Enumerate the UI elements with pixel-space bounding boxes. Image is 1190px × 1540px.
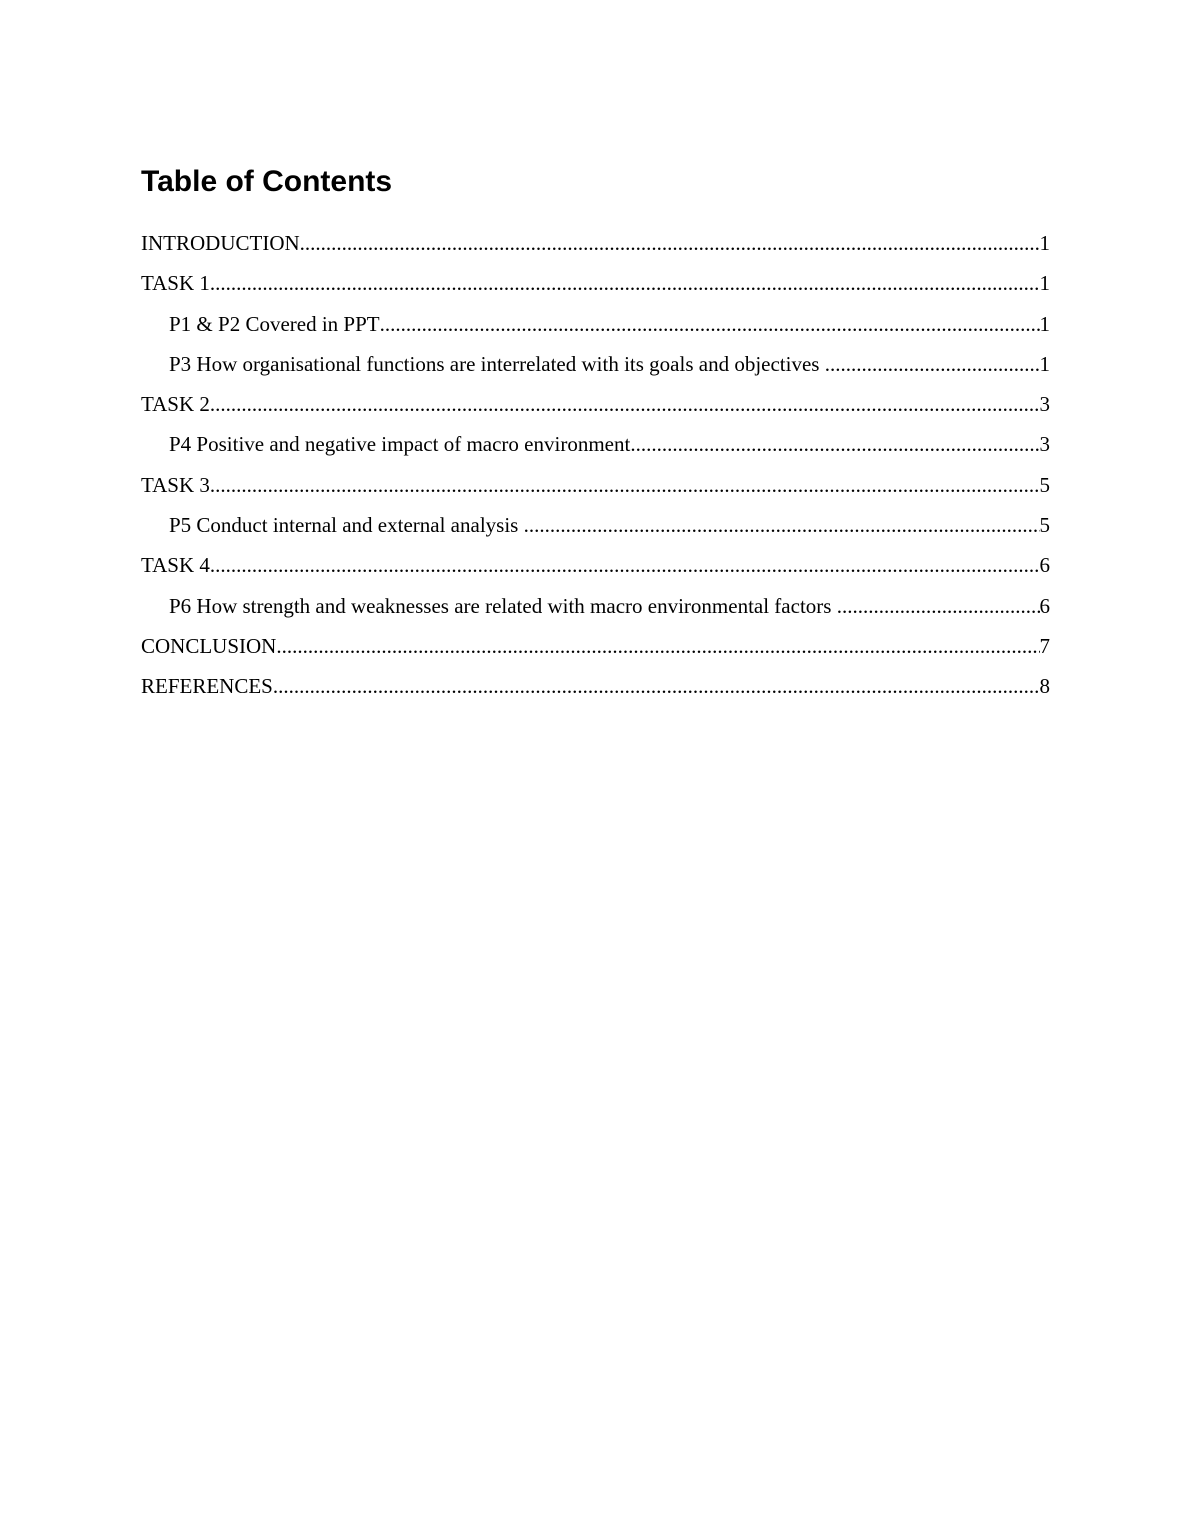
- toc-list: [141, 231, 1050, 715]
- toc-entry-introduction[interactable]: [141, 231, 1050, 271]
- toc-entry-label: P5 Conduct internal and external analysis: [169, 513, 524, 538]
- toc-entry-label: TASK 1: [141, 271, 210, 296]
- toc-entry-task-4[interactable]: [141, 553, 1050, 593]
- toc-entry-label: TASK 2: [141, 392, 210, 417]
- toc-heading: Table of Contents: [141, 165, 393, 198]
- toc-entry-task-1[interactable]: [141, 271, 1050, 311]
- toc-dot-leader: [380, 312, 1040, 336]
- toc-entry-label: INTRODUCTION: [141, 231, 300, 255]
- toc-dot-leader: [273, 674, 1040, 698]
- toc-entry-label: P4 Positive and negative impact of macro environment: [169, 432, 631, 457]
- toc-page-number: 7: [1039, 633, 1050, 658]
- toc-entry-p1-p2[interactable]: [141, 312, 1050, 352]
- toc-entry-p5[interactable]: [141, 513, 1050, 553]
- toc-page-number: 5: [1039, 472, 1050, 497]
- toc-page-number: 1: [1039, 231, 1050, 255]
- toc-page-number: 1: [1039, 311, 1050, 336]
- toc-dot-leader: [825, 352, 1040, 376]
- toc-page-number: 1: [1039, 271, 1050, 296]
- toc-entry-task-3[interactable]: [141, 473, 1050, 513]
- toc-dot-leader: [300, 231, 1040, 255]
- toc-dot-leader: [630, 432, 1039, 456]
- toc-entry-conclusion[interactable]: [141, 634, 1050, 674]
- toc-entry-label: P6 How strength and weaknesses are related with macro environmental factors: [169, 593, 837, 618]
- toc-entry-references[interactable]: [141, 674, 1050, 714]
- toc-entry-p4[interactable]: [141, 432, 1050, 472]
- toc-entry-label: TASK 4: [141, 553, 210, 578]
- toc-entry-label: REFERENCES: [141, 674, 273, 699]
- toc-dot-leader: [210, 473, 1040, 497]
- toc-dot-leader: [210, 553, 1040, 577]
- toc-dot-leader: [210, 271, 1040, 295]
- toc-page-number: 5: [1039, 513, 1050, 538]
- toc-entry-label: TASK 3: [141, 472, 210, 497]
- toc-dot-leader: [276, 634, 1039, 658]
- toc-dot-leader: [837, 594, 1040, 618]
- toc-page-number: 6: [1039, 593, 1050, 618]
- toc-page-number: 3: [1039, 432, 1050, 457]
- table-of-contents: [141, 160, 1050, 715]
- toc-entry-label: CONCLUSION: [141, 633, 277, 658]
- toc-entry-label: P1 & P2 Covered in PPT: [169, 311, 380, 336]
- toc-dot-leader: [210, 392, 1040, 416]
- toc-entry-p3[interactable]: [141, 352, 1050, 392]
- toc-page-number: 1: [1039, 351, 1050, 376]
- toc-entry-task-2[interactable]: [141, 392, 1050, 432]
- toc-page-number: 3: [1039, 392, 1050, 417]
- toc-dot-leader: [524, 513, 1040, 537]
- toc-page-number: 6: [1039, 553, 1050, 578]
- toc-page-number: 8: [1039, 674, 1050, 699]
- toc-entry-p6[interactable]: [141, 594, 1050, 634]
- toc-entry-label: P3 How organisational functions are interrelated with its goals and objectives: [169, 351, 825, 376]
